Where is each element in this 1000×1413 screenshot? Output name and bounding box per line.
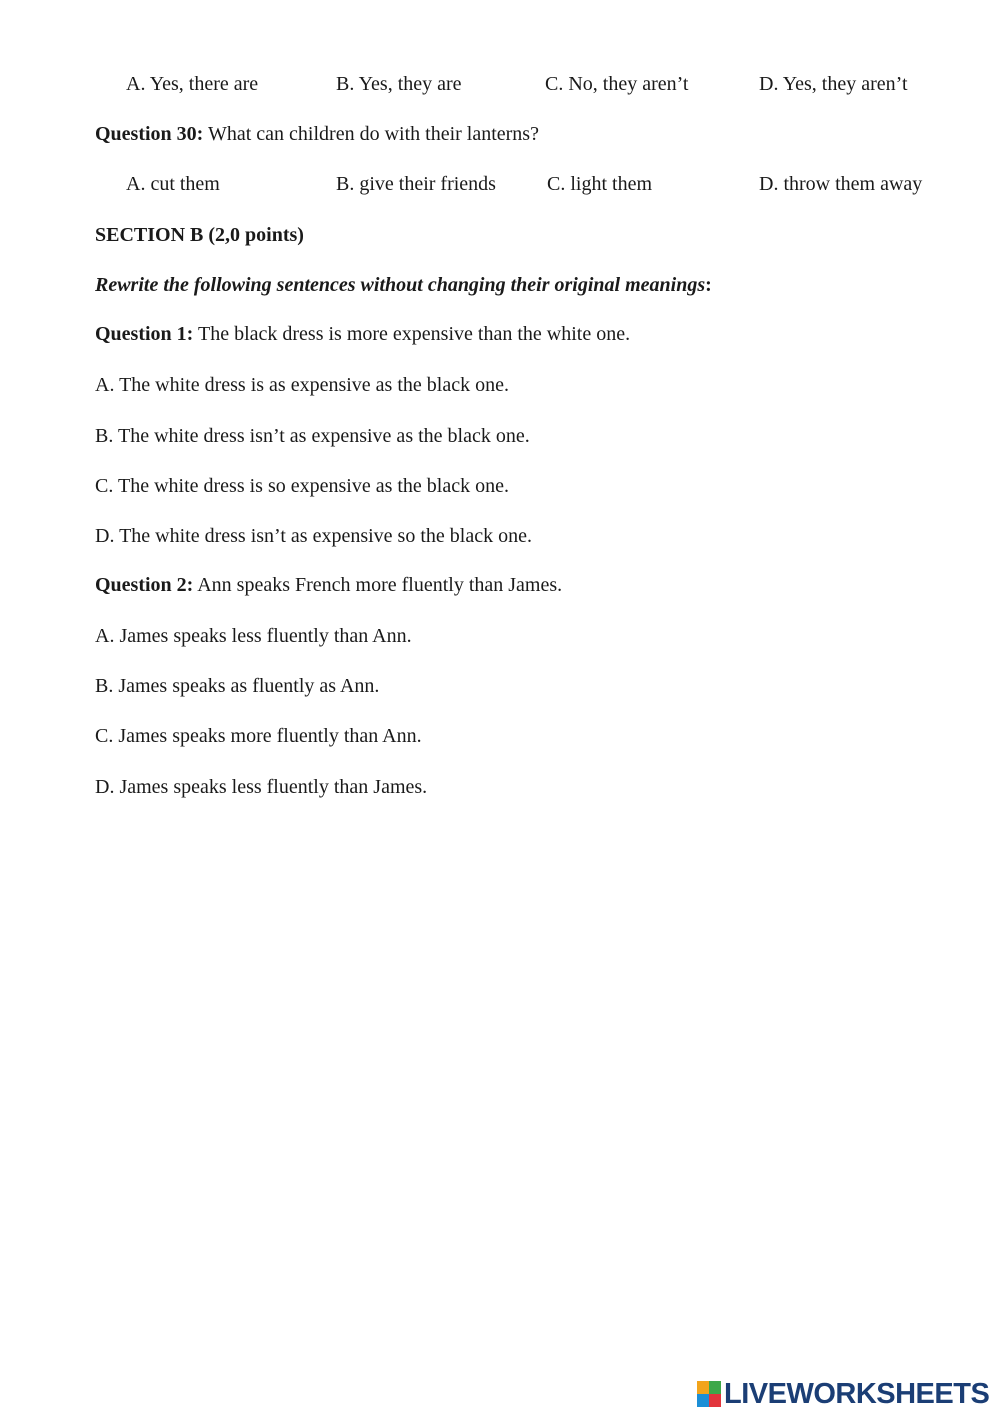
question-1 xyxy=(95,322,630,346)
question-2-text: Ann speaks French more fluently than James. xyxy=(193,574,563,596)
q1-option-d: D. The white dress isn’t as expensive so the black one. xyxy=(95,525,532,547)
q2-option-d: D. James speaks less fluently than James. xyxy=(95,776,428,798)
q30-option-c: C. light them xyxy=(547,173,652,195)
q29-option-c: C. No, they aren’t xyxy=(545,73,689,95)
q29-option-a: A. Yes, there are xyxy=(126,73,259,95)
q30-option-b: B. give their friends xyxy=(336,173,496,195)
question-1-label: Question 1: xyxy=(95,323,194,345)
q1-option-b: B. The white dress isn’t as expensive as the black one. xyxy=(95,425,530,447)
q1-option-c: C. The white dress is so expensive as the black one. xyxy=(95,475,509,497)
liveworksheets-logo xyxy=(697,1379,989,1409)
question-1-text: The black dress is more expensive than the white one. xyxy=(193,323,631,345)
q30-option-d: D. throw them away xyxy=(759,173,923,195)
question-2 xyxy=(95,573,562,597)
q30-option-a: A. cut them xyxy=(126,173,220,195)
question-30-label: Question 30: xyxy=(95,123,204,145)
liveworksheets-logo-icon xyxy=(697,1381,721,1407)
section-b-instruction: Rewrite the following sentences without changing their original meanings: xyxy=(95,274,712,296)
q2-option-c: C. James speaks more fluently than Ann. xyxy=(95,725,422,747)
question-30-text: What can children do with their lanterns? xyxy=(203,123,539,145)
q2-option-a: A. James speaks less fluently than Ann. xyxy=(95,625,412,647)
q2-option-b: B. James speaks as fluently as Ann. xyxy=(95,675,380,697)
q1-option-a: A. The white dress is as expensive as the black one. xyxy=(95,374,509,396)
section-b-heading: SECTION B (2,0 points) xyxy=(95,224,304,246)
q29-option-b: B. Yes, they are xyxy=(336,73,462,95)
question-30 xyxy=(95,122,539,146)
liveworksheets-logo-text: LIVEWORKSHEETS xyxy=(724,1377,990,1410)
question-2-label: Question 2: xyxy=(95,574,194,596)
q29-option-d: D. Yes, they aren’t xyxy=(759,73,908,95)
